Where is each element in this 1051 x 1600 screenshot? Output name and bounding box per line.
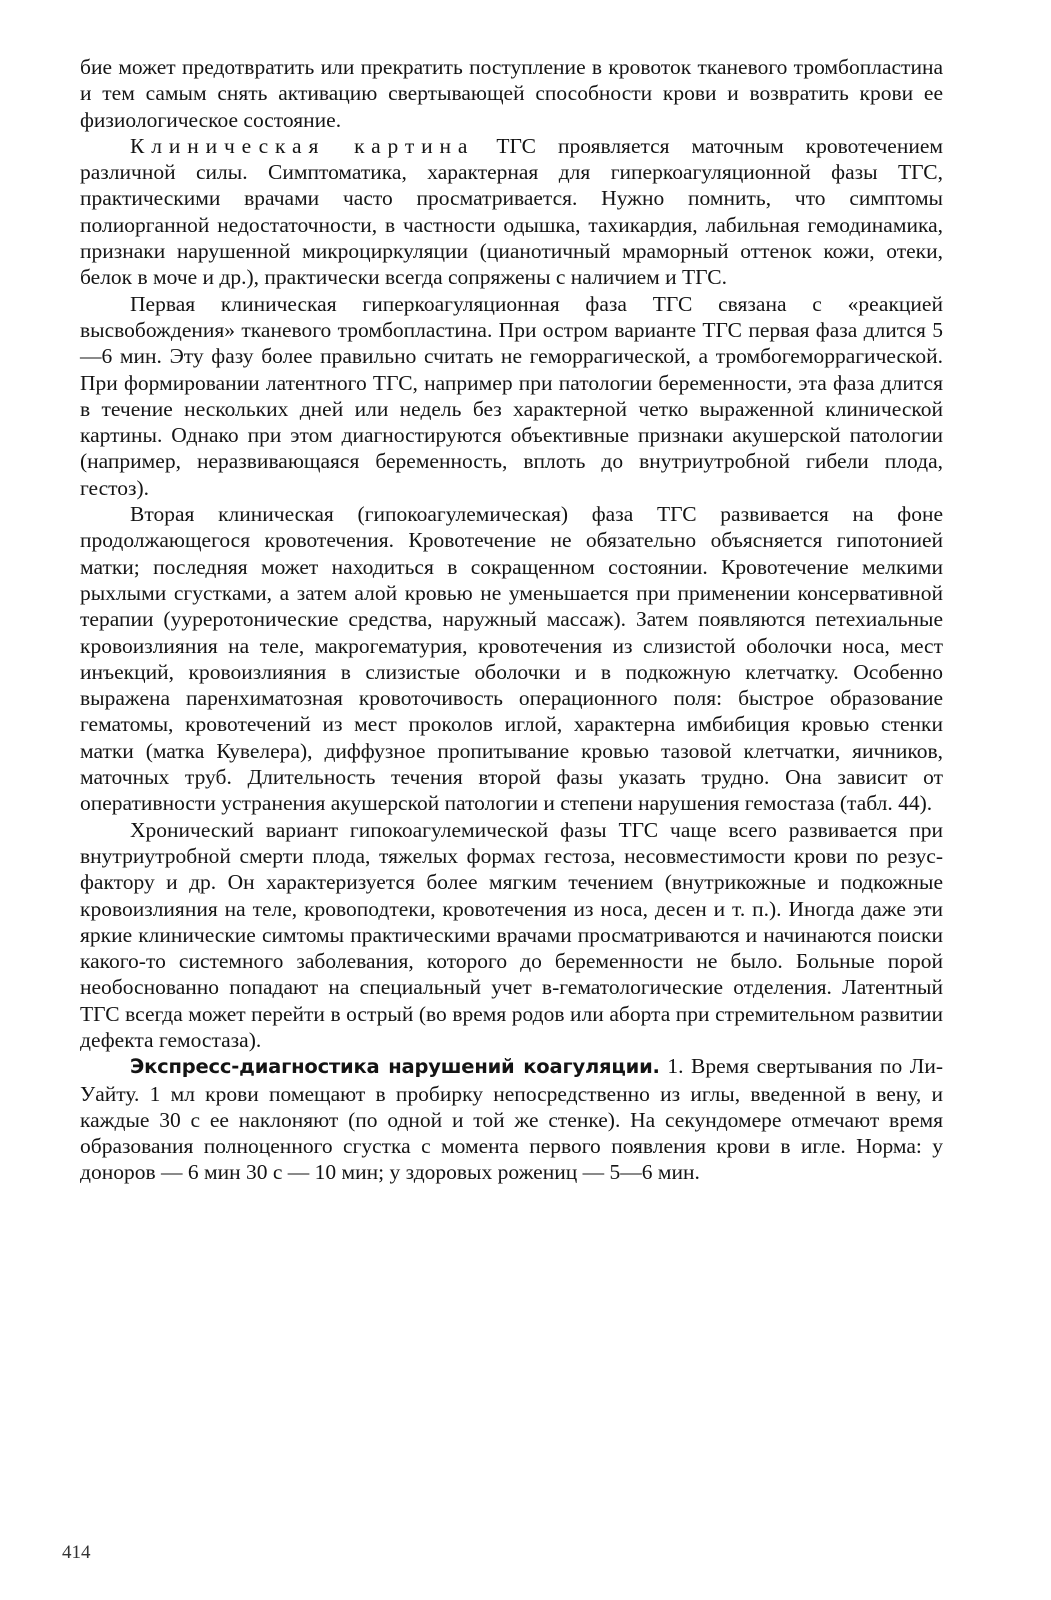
express-diagnostics-text: 1. Время свертывания по Ли-Уайту. 1 мл крови помещают в пробирку непосредственно из иглы, введенной в вену, и каждые 30 с ее наклоняют (по одной и той же стенке). На секундомере отмечают время образования полноценного сгустка с момента первого появления крови в игле. Норма: у доноров — 6 мин 30 с — 10 мин; у здоровых рожениц — 5—6 мин. xyxy=(80,1054,943,1185)
clinical-picture-lead: Клиническая картина xyxy=(130,133,475,158)
paragraph-chronic-variant: Хронический вариант гипокоагулемической фазы ТГС чаще всего развивается при внутриутробной смерти плода, тяжелых формах гестоза, несовместимости крови по резус-фактору и др. Он характеризуется более мягким течением (внутрикожные и подкожные кровоизлияния на теле, кровоподтеки, кровотечения из носа, десен и т. п.). Иногда даже эти яркие клинические симтомы практическими врачами просматриваются и начинаются поиски какого-то системного заболевания, которого до беременности не было. Больные порой необоснованно попадают на специальный учет в-гематологические отделения. Латентный ТГС всегда может перейти в острый (во время родов или аборта при стремительном развитии дефекта гемостаза). xyxy=(80,817,943,1052)
express-diagnostics-heading: Экспресс-диагностика нарушений коагуляции. xyxy=(130,1055,660,1079)
page-body xyxy=(80,54,943,1186)
page-number: 414 xyxy=(62,1542,91,1563)
clinical-picture-text: ТГС проявляется маточным кровотечением различной силы. Симптоматика, характерная для гиперкоагуляционной фазы ТГС, практическими врачами часто просматривается. Нужно помнить, что симптомы полиорганной недостаточности, в частности одышка, тахикардия, лабильная гемодинамика, признаки нарушенной микроциркуляции (цианотичный мраморный оттенок кожи, отеки, белок в моче и др.), практически всегда сопряжены с наличием и ТГС. xyxy=(80,133,944,290)
paragraph-express-diagnostics xyxy=(80,1053,943,1185)
paragraph-continuation: бие может предотвратить или прекратить поступление в кровоток тканевого тромбопластина и тем самым снять активацию свертывающей способности крови и возвратить крови ее физиологическое состояние. xyxy=(80,55,943,132)
paragraph-clinical-picture xyxy=(80,133,943,291)
paragraph-second-phase: Вторая клиническая (гипокоагулемическая) фаза ТГС развивается на фоне продолжающегося кровотечения. Кровотечение не обязательно объясняется гипотонией матки; последняя может находиться в сокращенном состоянии. Кровотечение мелкими рыхлыми сгустками, а затем алой кровью не уменьшается при применении консервативной терапии (ууреротонические средства, наружный массаж). Затем появляются петехиальные кровоизлияния на теле, макрогематурия, кровотечения из слизистой оболочки носа, мест инъекций, кровоизлияния в слизистые оболочки и в подкожную клетчатку. Особенно выражена паренхиматозная кровоточивость операционного поля: быстрое образование гематомы, кровотечений из мест проколов иглой, характерна имбибиция кровью стенки матки (матка Кувелера), диффузное пропитывание кровью тазовой клетчатки, яичников, маточных труб. Длительность течения второй фазы указать трудно. Она зависит от оперативности устранения акушерской патологии и степени нарушения гемостаза (табл. 44). xyxy=(80,502,943,816)
paragraph-first-phase: Первая клиническая гиперкоагуляционная фаза ТГС связана с «реакцией высвобождения» тканевого тромбопластина. При остром варианте ТГС первая фаза длится 5—6 мин. Эту фазу более правильно считать не геморрагической, а тромбогеморрагической. При формировании латентного ТГС, например при патологии беременности, эта фаза длится в течение нескольких дней или недель без характерной четко выраженной клинической картины. Однако при этом диагностируются объективные признаки акушерской патологии (например, неразвивающаяся беременность, вплоть до внутриутробной гибели плода, гестоз). xyxy=(80,291,943,500)
